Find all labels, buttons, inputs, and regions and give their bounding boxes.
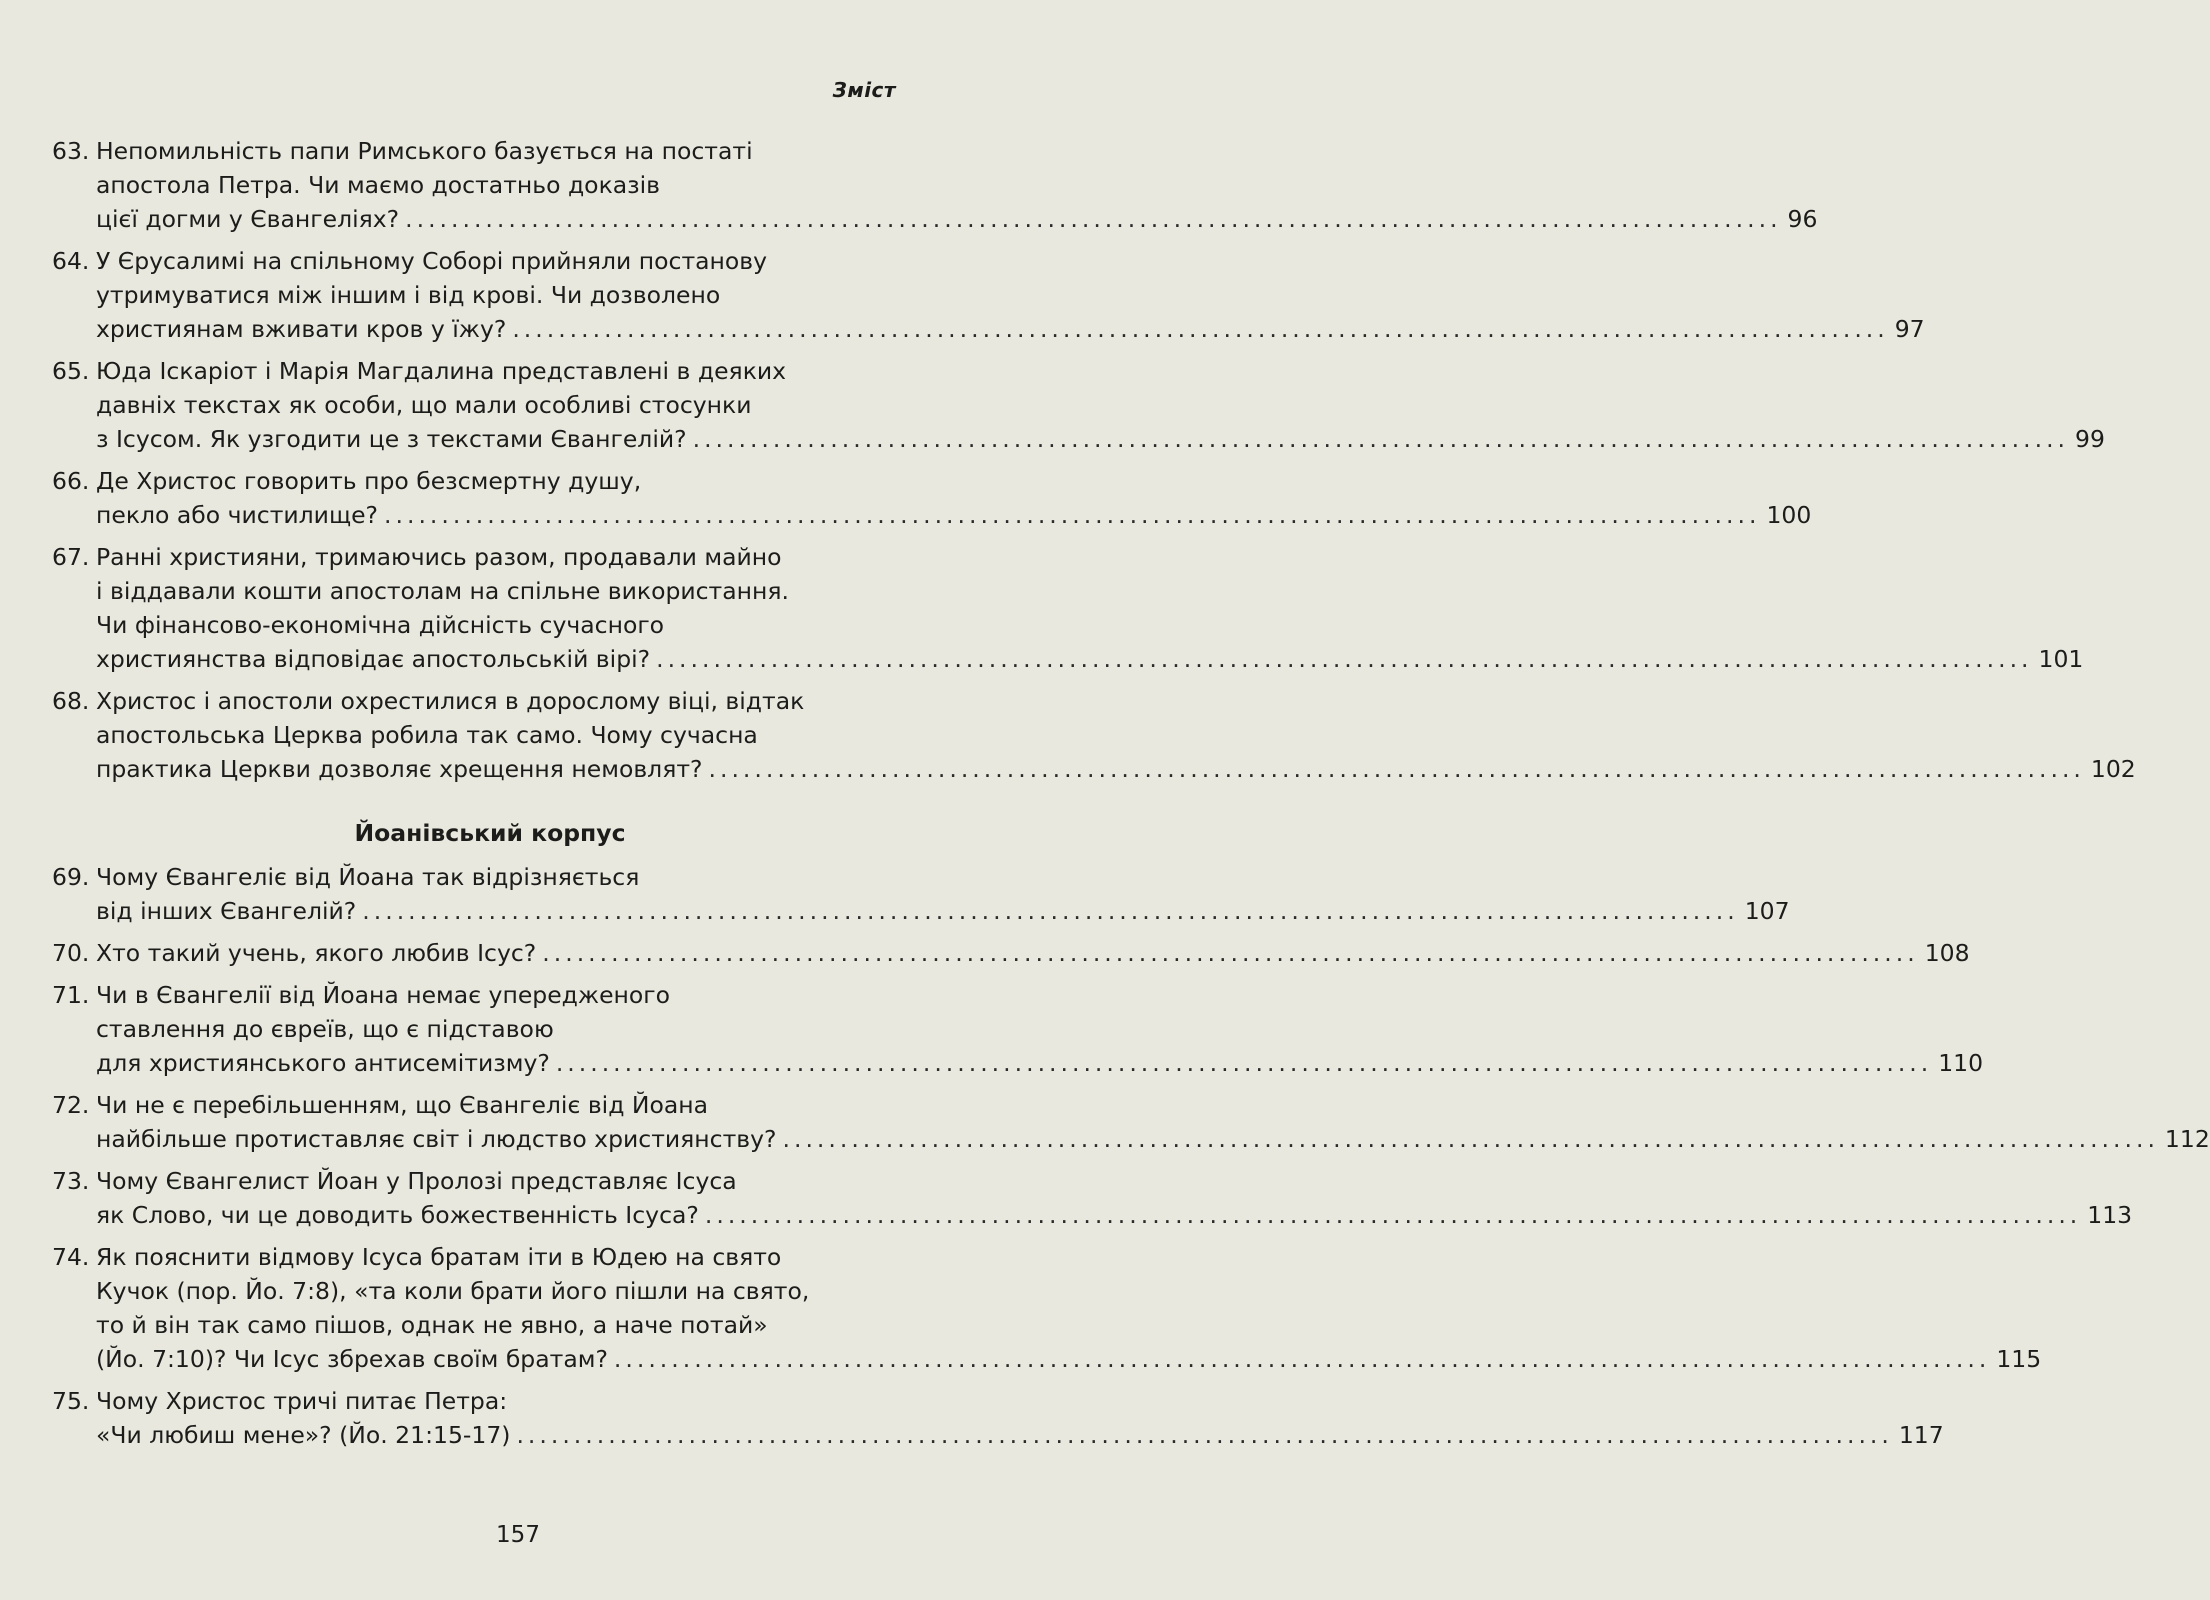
- entry-line: Чому Євангеліє від Йоана так відрізняється: [96, 863, 640, 891]
- entry-last-line: [96, 1046, 1984, 1080]
- entry-body: [96, 1240, 2042, 1376]
- dot-leader: ........................................................................................................................: [656, 645, 2033, 673]
- entry-number: 69.: [52, 863, 90, 891]
- entry-line: Чому Євангелист Йоан у Пролозі представляє Ісуса: [96, 1167, 737, 1195]
- toc-entry: [52, 860, 1790, 928]
- entry-line: від інших Євангелій?: [96, 897, 357, 925]
- toc-entry: [52, 1240, 2042, 1376]
- entry-line: давніх текстах як особи, що мали особливі стосунки: [96, 391, 752, 419]
- section-title: Йоанівський корпус: [354, 819, 626, 847]
- toc-group-b: [52, 860, 2210, 1452]
- page-reference: 112: [2164, 1125, 2210, 1153]
- entry-line: апостола Петра. Чи маємо достатньо доказів: [96, 171, 661, 199]
- toc-entry: [52, 464, 1812, 532]
- page-reference: 113: [2087, 1201, 2133, 1229]
- entry-line: Чи в Євангелії від Йоана немає упередженого: [96, 981, 671, 1009]
- entry-line: (Йо. 7:10)? Чи Ісус збрехав своїм братам?: [96, 1345, 608, 1373]
- entry-last-line: [96, 498, 1812, 532]
- entry-line: з Ісусом. Як узгодити це з текстами Євангелій?: [96, 425, 687, 453]
- toc-entry: [52, 1384, 1944, 1452]
- toc-entry: [52, 936, 1970, 970]
- entry-line: як Слово, чи це доводить божественність Ісуса?: [96, 1201, 699, 1229]
- entry-line: Де Христос говорить про безсмертну душу,: [96, 467, 642, 495]
- entry-body: [96, 1088, 2210, 1156]
- dot-leader: ........................................................................................................................: [704, 1201, 2082, 1229]
- entry-number: 66.: [52, 467, 90, 495]
- dot-leader: ........................................................................................................................: [512, 315, 1889, 343]
- dot-leader: ........................................................................................................................: [542, 939, 1919, 967]
- page-reference: 99: [2075, 425, 2105, 453]
- running-header: Зміст: [832, 78, 896, 102]
- entry-line: практика Церкви дозволяє хрещення немовлят?: [96, 755, 703, 783]
- entry-number: 70.: [52, 939, 90, 967]
- entry-number: 75.: [52, 1387, 90, 1415]
- dot-leader: ........................................................................................................................: [708, 755, 2085, 783]
- entry-last-line: [96, 1418, 1944, 1452]
- entry-last-line: [96, 422, 2105, 456]
- toc-entry: [52, 1088, 2210, 1156]
- dot-leader: ........................................................................................................................: [555, 1049, 1933, 1077]
- entry-number: 63.: [52, 137, 90, 165]
- entry-line: Ранні християни, тримаючись разом, продавали майно: [96, 543, 782, 571]
- page-reference: 107: [1744, 897, 1790, 925]
- page-reference: 102: [2090, 755, 2136, 783]
- entry-last-line: [96, 312, 1925, 346]
- entry-line: «Чи любиш мене»? (Йо. 21:15-17): [96, 1421, 511, 1449]
- entry-last-line: [96, 894, 1790, 928]
- entry-line: утримуватися між іншим і від крові. Чи дозволено: [96, 281, 721, 309]
- entry-body: [96, 860, 1790, 928]
- entry-line: Христос і апостоли охрестилися в дорослому віці, відтак: [96, 687, 805, 715]
- entry-body: [96, 936, 1970, 970]
- entry-line: Кучок (пор. Йо. 7:8), «та коли брати його пішли на свято,: [96, 1277, 810, 1305]
- entry-line: Хто такий учень, якого любив Ісус?: [96, 939, 537, 967]
- toc-entry: [52, 540, 2084, 676]
- entry-line: Як пояснити відмову Ісуса братам іти в Юдею на свято: [96, 1243, 782, 1271]
- entry-body: [96, 540, 2084, 676]
- entry-line: цієї догми у Євангеліях?: [96, 205, 400, 233]
- page-reference: 115: [1996, 1345, 2042, 1373]
- toc-entry: [52, 1164, 2133, 1232]
- entry-last-line: [96, 752, 2136, 786]
- dot-leader: ........................................................................................................................: [516, 1421, 1893, 1449]
- entry-number: 72.: [52, 1091, 90, 1119]
- entry-line: то й він так само пішов, однак не явно, а наче потай»: [96, 1311, 768, 1339]
- entry-line: Чому Христос тричі питає Петра:: [96, 1387, 508, 1415]
- entry-line: Чи фінансово-економічна дійсність сучасного: [96, 611, 665, 639]
- entry-last-line: [96, 642, 2084, 676]
- entry-body: [96, 244, 1925, 346]
- entry-number: 71.: [52, 981, 90, 1009]
- toc-group-a: [52, 134, 2136, 786]
- toc-entry: [52, 244, 1925, 346]
- entry-line: пекло або чистилище?: [96, 501, 379, 529]
- entry-line: і віддавали кошти апостолам на спільне використання.: [96, 577, 789, 605]
- table-of-contents: [52, 134, 2210, 1460]
- entry-body: [96, 978, 1984, 1080]
- entry-last-line: [96, 1342, 2042, 1376]
- dot-leader: ........................................................................................................................: [782, 1125, 2159, 1153]
- entry-line: ставлення до євреїв, що є підставою: [96, 1015, 554, 1043]
- dot-leader: ........................................................................................................................: [362, 897, 1739, 925]
- entry-line: Юда Іскаріот і Марія Магдалина представлені в деяких: [96, 357, 787, 385]
- entry-line: християнства відповідає апостольській вірі?: [96, 645, 651, 673]
- entry-body: [96, 464, 1812, 532]
- page-reference: 110: [1938, 1049, 1984, 1077]
- entry-line: У Єрусалимі на спільному Соборі прийняли постанову: [96, 247, 768, 275]
- entry-body: [96, 354, 2105, 456]
- entry-number: 67.: [52, 543, 90, 571]
- entry-body: [96, 1384, 1944, 1452]
- entry-number: 74.: [52, 1243, 90, 1271]
- toc-entry: [52, 354, 2105, 456]
- page-reference: 100: [1766, 501, 1812, 529]
- entry-number: 64.: [52, 247, 90, 275]
- entry-body: [96, 134, 1818, 236]
- page-reference: 108: [1924, 939, 1970, 967]
- toc-entry: [52, 978, 1984, 1080]
- entry-last-line: [96, 202, 1818, 236]
- page-reference: 117: [1898, 1421, 1944, 1449]
- page-reference: 96: [1787, 205, 1818, 233]
- entry-line: апостольська Церква робила так само. Чому сучасна: [96, 721, 758, 749]
- dot-leader: ........................................................................................................................: [384, 501, 1761, 529]
- entry-line: найбільше протиставляє світ і людство християнству?: [96, 1125, 777, 1153]
- page-reference: 101: [2038, 645, 2084, 673]
- entry-body: [96, 684, 2136, 786]
- toc-entry: [52, 134, 1818, 236]
- entry-body: [96, 1164, 2133, 1232]
- dot-leader: ........................................................................................................................: [405, 205, 1782, 233]
- entry-number: 65.: [52, 357, 90, 385]
- entry-number: 73.: [52, 1167, 90, 1195]
- entry-line: Непомильність папи Римського базується на постаті: [96, 137, 753, 165]
- entry-line: християнам вживати кров у їжу?: [96, 315, 507, 343]
- dot-leader: ........................................................................................................................: [613, 1345, 1991, 1373]
- entry-number: 68.: [52, 687, 90, 715]
- entry-line: для християнського антисемітизму?: [96, 1049, 550, 1077]
- page-number: 157: [496, 1522, 540, 1548]
- entry-last-line: [96, 1122, 2210, 1156]
- toc-entry: [52, 684, 2136, 786]
- dot-leader: ........................................................................................................................: [692, 425, 2070, 453]
- entry-last-line: [96, 1198, 2133, 1232]
- page-reference: 97: [1894, 315, 1925, 343]
- entry-line: Чи не є перебільшенням, що Євангеліє від Йоана: [96, 1091, 709, 1119]
- entry-last-line: [96, 936, 1970, 970]
